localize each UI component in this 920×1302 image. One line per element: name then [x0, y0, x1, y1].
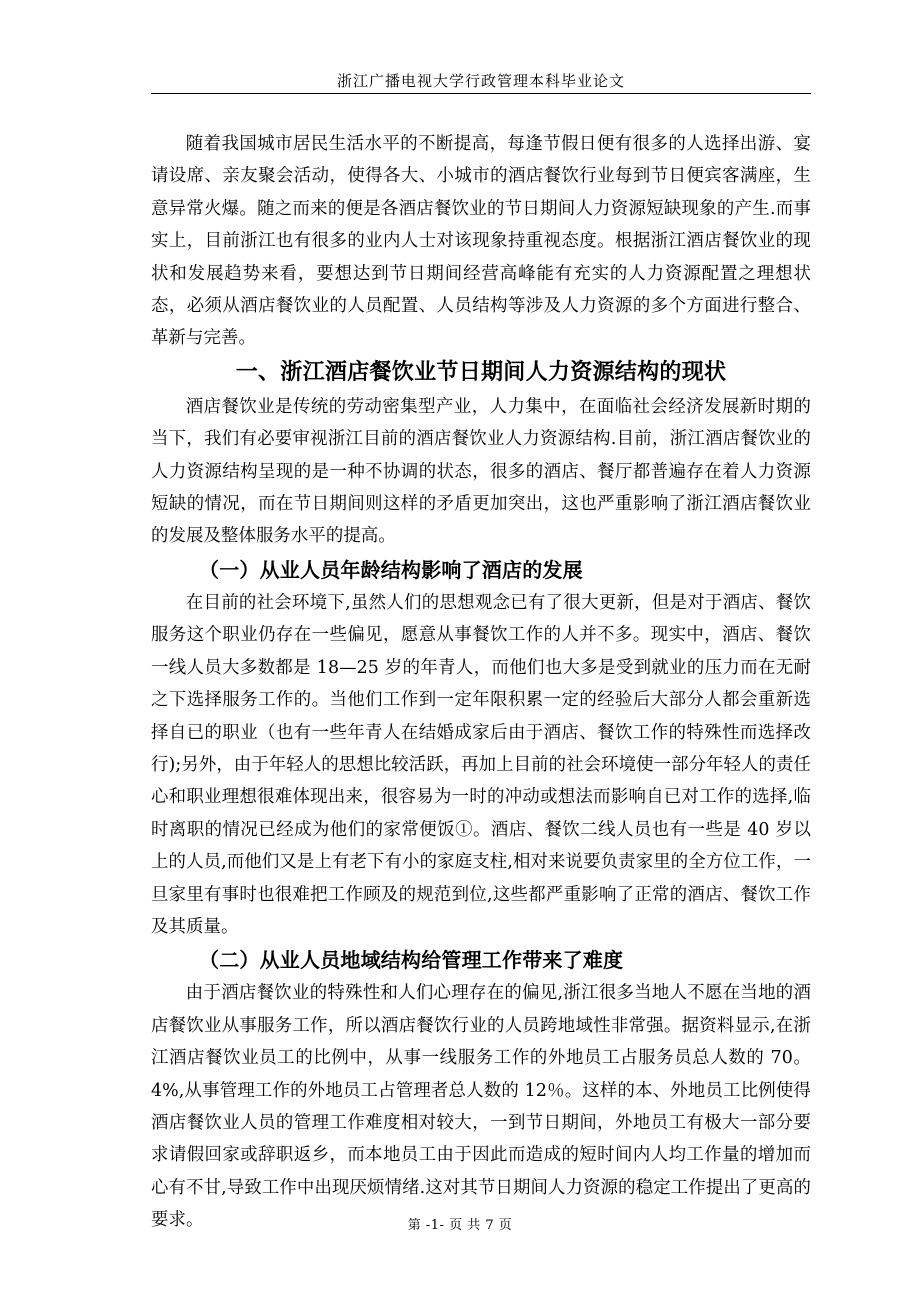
- document-body: [151, 128, 811, 1237]
- intro-paragraph: 随着我国城市居民生活水平的不断提高，每逢节假日便有很多的人选择出游、宴请设席、亲友聚会活动，使得各大、小城市的酒店餐饮行业每到节日便宾客满座，生意异常火爆。随之而来的便是各酒店餐饮业的节日期间人力资源短缺现象的产生.而事实上，目前浙江也有很多的业内人士对该现象持重视态度。根据浙江酒店餐饮业的现状和发展趋势来看，要想达到节日期间经营高峰能有充实的人力资源配置之理想状态，必须从酒店餐饮业的人员配置、人员结构等涉及人力资源的多个方面进行整合、革新与完善。: [151, 134, 811, 349]
- subsection2-paragraph: 由于酒店餐饮业的特殊性和人们心理存在的偏见,浙江很多当地人不愿在当地的酒店餐饮业从事服务工作，所以酒店餐饮行业的人员跨地域性非常强。据资料显示,在浙江酒店餐饮业员工的比例中，从事一线服务工作的外地员工占服务员总人数的 70。4%,从事管理工作的外地员工占管理者总人数的 12％。这样的本、外地员工比例使得酒店餐饮业人员的管理工作难度相对较大，一到节日期间，外地员工有极大一部分要求请假回家或辞职返乡，而本地员工由于因此而造成的短时间内人均工作量的增加而心有不甘,导致工作中出现厌烦情绪.这对其节日期间人力资源的稳定工作提出了更高的要求。: [151, 983, 811, 1231]
- page-footer: 第 -1- 页 共 7 页: [407, 1218, 513, 1233]
- subsection-heading-2: （二）从业人员地域结构给管理工作带来了难度: [199, 948, 624, 973]
- subsection-heading-1: （一）从业人员年龄结构影响了酒店的发展: [199, 557, 583, 582]
- section1-paragraph: 酒店餐饮业是传统的劳动密集型产业，人力集中，在面临社会经济发展新时期的当下，我们有必要审视浙江目前的酒店餐饮业人力资源结构.目前，浙江酒店餐饮业的人力资源结构呈现的是一种不协调的状态，很多的酒店、餐厅都普遍存在着人力资源短缺的情况，而在节日期间则这样的矛盾更加突出，这也严重影响了浙江酒店餐饮业的发展及整体服务水平的提高。: [151, 396, 811, 547]
- header-rule: [151, 93, 811, 94]
- subsection1-paragraph: 在目前的社会环境下,虽然人们的思想观念已有了很大更新，但是对于酒店、餐饮服务这个职业仍存在一些偏见，愿意从事餐饮工作的人并不多。现实中，酒店、餐饮一线人员大多数都是 18—25 岁的年青人，而他们也大多是受到就业的压力而在无耐之下选择服务工作的。当他们工作到一定年限积累一定的经验后大部分人都会重新选择自已的职业（也有一些年青人在结婚成家后由于酒店、餐饮工作的特殊性而选择改行);另外，由于年轻人的思想比较活跃，再加上目前的社会环境使一部分年轻人的责任心和职业理想很难体现出来，很容易为一时的冲动或想法而影响自已对工作的选择,临时离职的情况已经成为他们的家常便饭①。酒店、餐饮二线人员也有一些是 40 岁以上的人员,而他们又是上有老下有小的家庭支柱,相对来说要负责家里的全方位工作，一旦家里有事时也很难把工作顾及的规范到位,这些都严重影响了正常的酒店、餐饮工作及其质量。: [151, 592, 812, 937]
- section-heading-1: 一、浙江酒店餐饮业节日期间人力资源结构的现状: [235, 359, 727, 385]
- running-header: 浙江广播电视大学行政管理本科毕业论文: [336, 72, 625, 90]
